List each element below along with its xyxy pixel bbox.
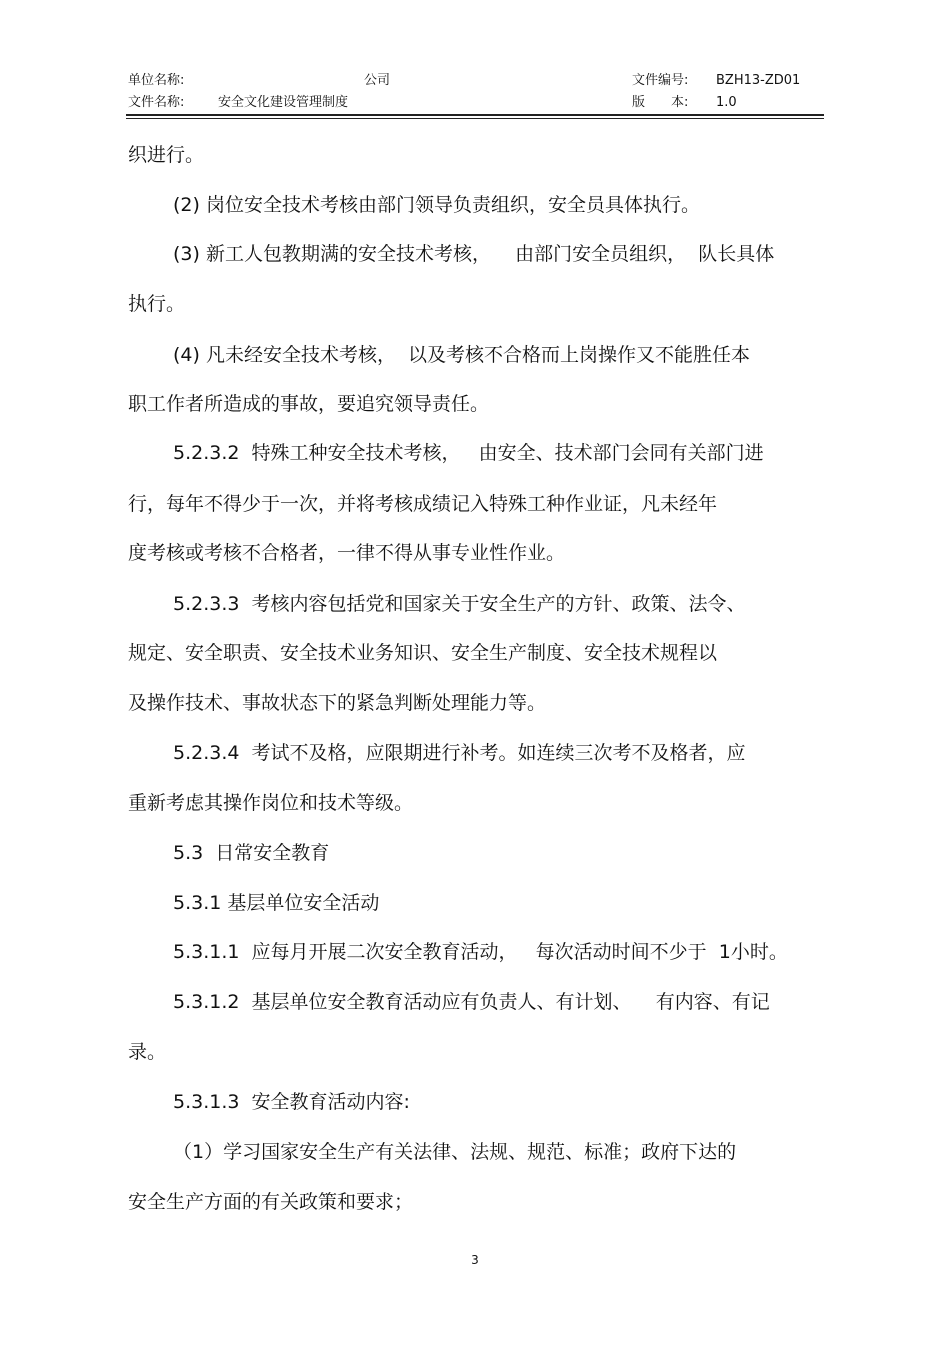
header-docno-label: 文件编号: [632, 73, 689, 88]
body-line: 5.3.1 基层单位安全活动 [173, 892, 380, 914]
header-rule-top [126, 114, 824, 116]
body-line: 规定、安全职责、安全技术业务知识、安全生产制度、安全技术规程以 [128, 642, 718, 664]
header-rule-bottom [126, 118, 824, 119]
body-line: （1）学习国家安全生产有关法律、法规、规范、标准；政府下达的 [173, 1141, 737, 1163]
header-docname-value: 安全文化建设管理制度 [218, 95, 349, 110]
body-line: 5.3 日常安全教育 [173, 842, 330, 864]
body-line: 安全生产方面的有关政策和要求； [128, 1191, 414, 1213]
body-line: 5.3.1.3 安全教育活动内容: [173, 1091, 410, 1113]
body-line: 执行。 [128, 293, 186, 315]
body-line: 5.2.3.3 考核内容包括党和国家关于安全生产的方针、政策、法令、 [173, 593, 746, 615]
header-docno-value: BZH13-ZD01 [716, 73, 801, 88]
body-line: 重新考虑其操作岗位和技术等级。 [128, 792, 414, 814]
body-line: (4) 凡未经安全技术考核， 以及考核不合格而上岗操作又不能胜任本 [173, 344, 751, 366]
body-line: (3) 新工人包教期满的安全技术考核， 由部门安全员组织， 队长具体 [173, 243, 775, 265]
page-number: 3 [471, 1253, 479, 1267]
body-line: 5.2.3.2 特殊工种安全技术考核， 由安全、技术部门会同有关部门进 [173, 442, 764, 464]
body-line: 5.3.1.2 基层单位安全教育活动应有负责人、有计划、 有内容、有记 [173, 991, 770, 1013]
header-docname-label: 文件名称: [128, 95, 185, 110]
header-unit-label: 单位名称: [128, 73, 185, 88]
body-line: 职工作者所造成的事故，要追究领导责任。 [128, 393, 490, 415]
body-line: 及操作技术、事故状态下的紧急判断处理能力等。 [128, 692, 547, 714]
body-line: 度考核或考核不合格者，一律不得从事专业性作业。 [128, 542, 566, 564]
header-version-label: 版 本: [632, 95, 689, 110]
header-version-value: 1.0 [716, 95, 737, 110]
body-line: (2) 岗位安全技术考核由部门领导负责组织，安全员具体执行。 [173, 194, 700, 216]
body-line: 录。 [128, 1041, 167, 1063]
body-line: 5.3.1.1 应每月开展二次安全教育活动， 每次活动时间不少于 1小时。 [173, 941, 788, 963]
body-line: 织进行。 [128, 144, 205, 166]
header-unit-value: 公司 [364, 73, 391, 88]
body-line: 行，每年不得少于一次，并将考核成绩记入特殊工种作业证，凡未经年 [128, 493, 718, 515]
body-line: 5.2.3.4 考试不及格，应限期进行补考。如连续三次考不及格者，应 [173, 742, 746, 764]
